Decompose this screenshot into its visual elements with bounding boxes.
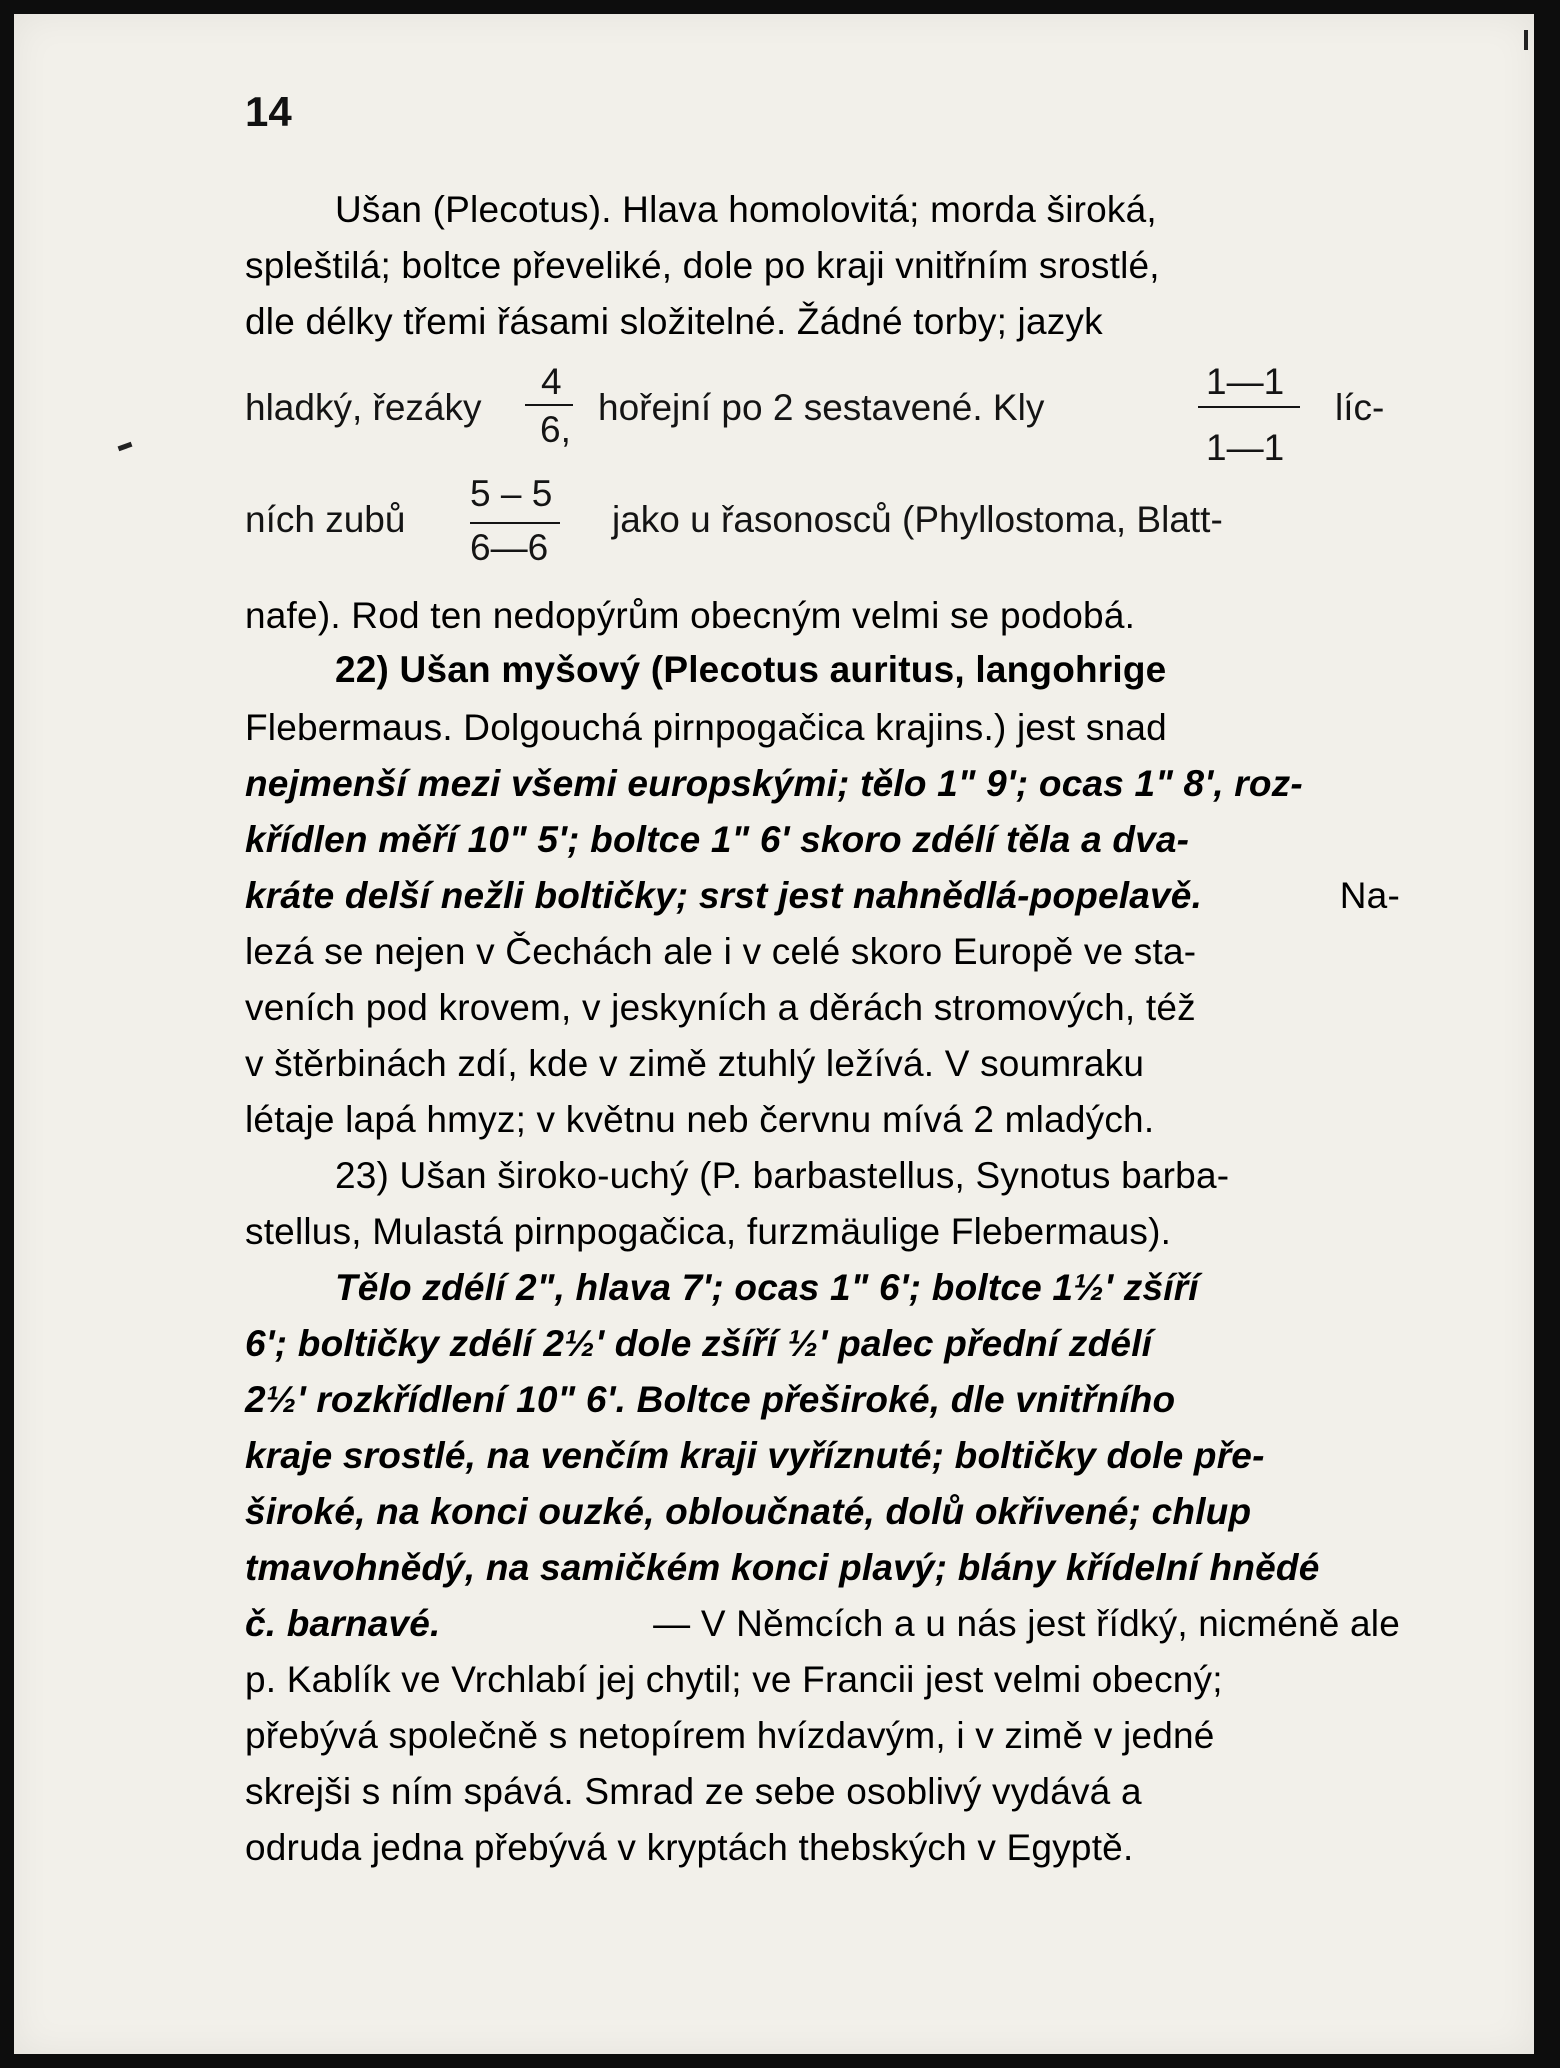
para2-line4-text: křídlen měří 10" 5'; boltce 1" 6' skoro zdélí těla a dva- [245,819,1190,860]
para1-line4-a: hladký, řezáky [245,387,482,428]
fraction-cheekteeth-denominator: 6—6 [470,527,549,568]
para3-line5 [245,1378,1400,1422]
para1-line3 [245,300,1400,344]
fraction-incisors-denominator: 6, [540,409,571,450]
fraction-incisors-numerator: 4 [541,361,562,402]
fraction-cheekteeth-numerator: 5 – 5 [470,473,553,514]
para3-line10 [245,1658,1400,1702]
para3-line11 [245,1714,1400,1758]
para1-line1 [245,188,1400,232]
para2-line1-text: 22) Ušan myšový (Plecotus auritus, langohrige [335,649,1167,690]
para2-line3-text: nejmenší mezi všemi europskými; tělo 1" 9'; ocas 1" 8', roz- [245,763,1303,804]
para2-line4 [245,818,1400,862]
para3-line7 [245,1490,1400,1534]
para1-line3-text: dle délky třemi řásami složitelné. Žádné torby; jazyk [245,301,1103,342]
fraction-incisors-bar [525,404,573,406]
para3-line3 [245,1266,1400,1310]
para2-line8 [245,1042,1400,1086]
para1-line6 [245,594,1400,638]
para3-line12 [245,1770,1400,1814]
para3-line12-text: skrejši s ním spává. Smrad ze sebe osoblivý vydává a [245,1771,1142,1812]
para2-line1 [245,648,1400,692]
para3-line13 [245,1826,1400,1870]
para3-line1 [245,1154,1400,1198]
scan-edge-mark [1524,30,1528,50]
para2-line7 [245,986,1400,1030]
para3-line4-text: 6'; boltičky zdélí 2½' dole zšíří ½' palec přední zdélí [245,1323,1153,1364]
para3-line4 [245,1322,1400,1366]
page-number: 14 [245,88,292,135]
para2-line9-text: létaje lapá hmyz; v květnu neb červnu mívá 2 mladých. [245,1099,1155,1140]
para3-line7-text: široké, na konci ouzké, obloučnaté, dolů okřivené; chlup [245,1491,1252,1532]
para1-line6-text: nafe). Rod ten nedopýrům obecným velmi se podobá. [245,595,1136,636]
para3-line11-text: přebývá společně s netopírem hvízdavým, i v zimě v jedné [245,1715,1215,1756]
para1-line2-text: spleštilá; boltce převeliké, dole po kraji vnitřním srostlé, [245,245,1160,286]
para3-line8-text: tmavohnědý, na samičkém konci plavý; blány křídelní hnědé [245,1547,1320,1588]
para2-line2-text: Flebermaus. Dolgouchá pirnpogačica krajins.) jest snad [245,707,1167,748]
para1-line2 [245,244,1400,288]
para1-line5-a: ních zubů [245,499,406,540]
para2-line8-text: v štěrbinách zdí, kde v zimě ztuhlý ležívá. V soumraku [245,1043,1145,1084]
para3-line6 [245,1434,1400,1478]
para3-line2-text: stellus, Mulastá pirnpogačica, furzmäulige Flebermaus). [245,1211,1172,1252]
para3-line10-text: p. Kablík ve Vrchlabí jej chytil; ve Francii jest velmi obecný; [245,1659,1223,1700]
fraction-canines-numerator: 1—1 [1206,361,1285,402]
para3-line1-text: 23) Ušan široko-uchý (P. barbastellus, Synotus barba- [335,1155,1230,1196]
para2-line5-rest: Na- [1339,875,1400,916]
para2-line9 [245,1098,1400,1142]
para2-line6 [245,930,1400,974]
para2-line6-text: lezá se nejen v Čechách ale i v celé skoro Europě ve sta- [245,931,1197,972]
fraction-canines-denominator: 1—1 [1206,427,1285,468]
fraction-cheekteeth-bar [470,522,560,524]
para3-line9-italic: č. barnavé. [245,1603,441,1644]
para2-line2 [245,706,1400,750]
para3-line9 [245,1602,1400,1646]
para2-line7-text: veních pod krovem, v jeskyních a děrách stromových, též [245,987,1196,1028]
para1-line5-b: jako u řasonosců (Phyllostoma, Blatt- [612,499,1223,540]
para2-line3 [245,762,1400,806]
para3-line8 [245,1546,1400,1590]
para3-line2 [245,1210,1400,1254]
fraction-canines-bar [1198,406,1300,408]
para3-line9-rest: — V Němcích a u nás jest řídký, nicméně ale [653,1603,1400,1644]
para1-line4-c: líc- [1335,387,1385,428]
para3-line6-text: kraje srostlé, na venčím kraji vyříznuté; boltičky dole pře- [245,1435,1265,1476]
para3-line13-text: odruda jedna přebývá v kryptách thebských v Egyptě. [245,1827,1134,1868]
para3-line5-text: 2½' rozkřídlení 10" 6'. Boltce přeširoké, dle vnitřního [245,1379,1176,1420]
para2-line5 [245,874,1400,918]
para3-line3-text: Tělo zdélí 2", hlava 7'; ocas 1" 6'; boltce 1½' zšíří [335,1267,1199,1308]
para2-line5-italic: kráte delší nežli boltičky; srst jest nahnědlá-popelavě. [245,875,1203,916]
para1-line1-text: Ušan (Plecotus). Hlava homolovitá; morda široká, [335,189,1157,230]
para1-line4-b: hořejní po 2 sestavené. Kly [598,387,1045,428]
